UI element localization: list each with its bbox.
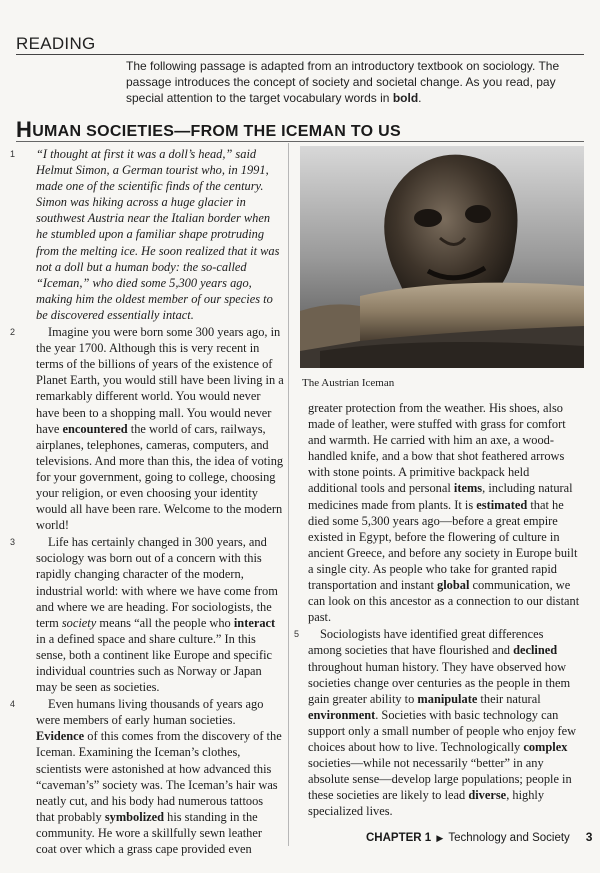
right-column [296, 146, 580, 820]
iceman-photo-image [300, 146, 584, 368]
vocab-word: global [437, 578, 470, 593]
vocab-word: declined [513, 643, 558, 658]
vocab-word: environment [308, 707, 376, 722]
paragraph-3: 3 Life has certainly changed in 300 years, and sociology was born out of a concern with this rapidly changing character of the modern, industrial world: with where we have come from and where we are heading. For sociologists, the term society means “all the people who interact in a defined space and share culture.” In this sense, both a continent like Europe and specific individual countries such as Norway or Japan may be seen as societies. [10, 535, 278, 695]
vocab-word: diverse [468, 788, 507, 803]
title-rule [16, 141, 584, 142]
paragraph-1: 1 “I thought at first it was a doll’s head,” said Helmut Simon, a German tourist who, in 1991, made one of the scientific finds of the century. Simon was hiking across a huge glacier in southwest Austria near the Italian border when he stumbled upon a familiar shape protruding from the melting ice. He soon realized that it was not a doll but a human body: the so-called “Iceman,” who died some 5,300 years ago, making him the oldest member of our species to be discovered essentially intact. [10, 147, 280, 322]
vocab-word: manipulate [417, 691, 478, 706]
section-label: READING [16, 34, 96, 53]
vocab-word: Evidence [36, 729, 85, 744]
article-title: HUMAN SOCIETIES—FROM THE ICEMAN TO US [16, 117, 401, 142]
column-divider [288, 143, 289, 846]
paragraph-number: 2 [10, 327, 16, 338]
vocab-word: encountered [62, 421, 128, 436]
vocab-word: complex [523, 739, 568, 754]
iceman-photo [300, 146, 584, 368]
photo-caption: The Austrian Iceman [302, 377, 395, 389]
left-column [10, 146, 284, 858]
arrow-icon: ▶ [436, 833, 444, 843]
intro-text: The following passage is adapted from an introductory textbook on sociology. The passage introduces the concept of society and societal change. As you read, pay special attention to the target vocabulary words in bold. [126, 59, 560, 105]
vocab-word: symbolized [104, 809, 165, 824]
paragraph-4-continued: greater protection from the weather. His shoes, also made of leather, were stuffed with grass for comfort and warmth. He carried with him an axe, a wood-handled knife, and a bow that shot feathered arrows with stone points. A primitive backpack held additional tools and personal items, including natural medicines made from plants. It is estimated that he died some 5,300 years ago—before a great empire existed in Egypt, before the flowering of culture in ancient Greece, and before any society in Europe built a single city. As people who take for granted rapid transportation and instant global communication, we can look on this ancestor as a connection to our distant past. [308, 401, 580, 625]
chapter-topic: Technology and Society [448, 832, 570, 844]
paragraph-4: 4 Even humans living thousands of years ago were members of early human societies. Evidence of this comes from the discovery of the Iceman. Examining the Iceman’s clothes, scientists were astonished at how advanced this “caveman’s” society was. The Iceman’s hair was neatly cut, and his body had numerous tattoos that probably symbolized his standing in the community. He wore a skillfully sewn leather coat over which a grass cape provided even [10, 697, 282, 857]
page-number: 3 [585, 830, 593, 844]
intro-bold-word: bold [392, 91, 419, 105]
paragraph-number: 5 [294, 629, 300, 640]
paragraph-2: 2 Imagine you were born some 300 years ago, in the year 1700. Although this is very recent in terms of the billions of years of the existence of Planet Earth, you would still have been living in a remarkably different world. You would never have been to a shopping mall. You would never have encountered the world of cars, railways, airplanes, telephones, cameras, computers, and televisions. And more than this, the idea of voting for your government, going to college, choosing your religion, or even choosing your identity would all have been rare. Welcome to the modern world! [10, 325, 284, 533]
paragraph-number: 3 [10, 537, 16, 548]
paragraph-number: 1 [10, 149, 16, 159]
section-rule [16, 54, 584, 55]
page-footer [366, 830, 592, 844]
vocab-word: items [453, 481, 483, 496]
vocab-word: estimated [476, 497, 528, 512]
paragraph-5: 5 Sociologists have identified great differences among societies that have flourished and declined throughout human history. They have observed how societies change over centuries as the people in them gain greater ability to manipulate their natural environment. Societies with basic technology can support only a small number of people who enjoy few choices about how to live. Technologically complex societies—while not necessarily “better” in any absolute sense—develop large populations; people in these societies are likely to lead diverse, highly specialized lives. [294, 627, 577, 819]
vocab-word: interact [233, 615, 276, 630]
chapter-label: CHAPTER 1 [366, 832, 432, 844]
paragraph-number: 4 [10, 699, 16, 710]
